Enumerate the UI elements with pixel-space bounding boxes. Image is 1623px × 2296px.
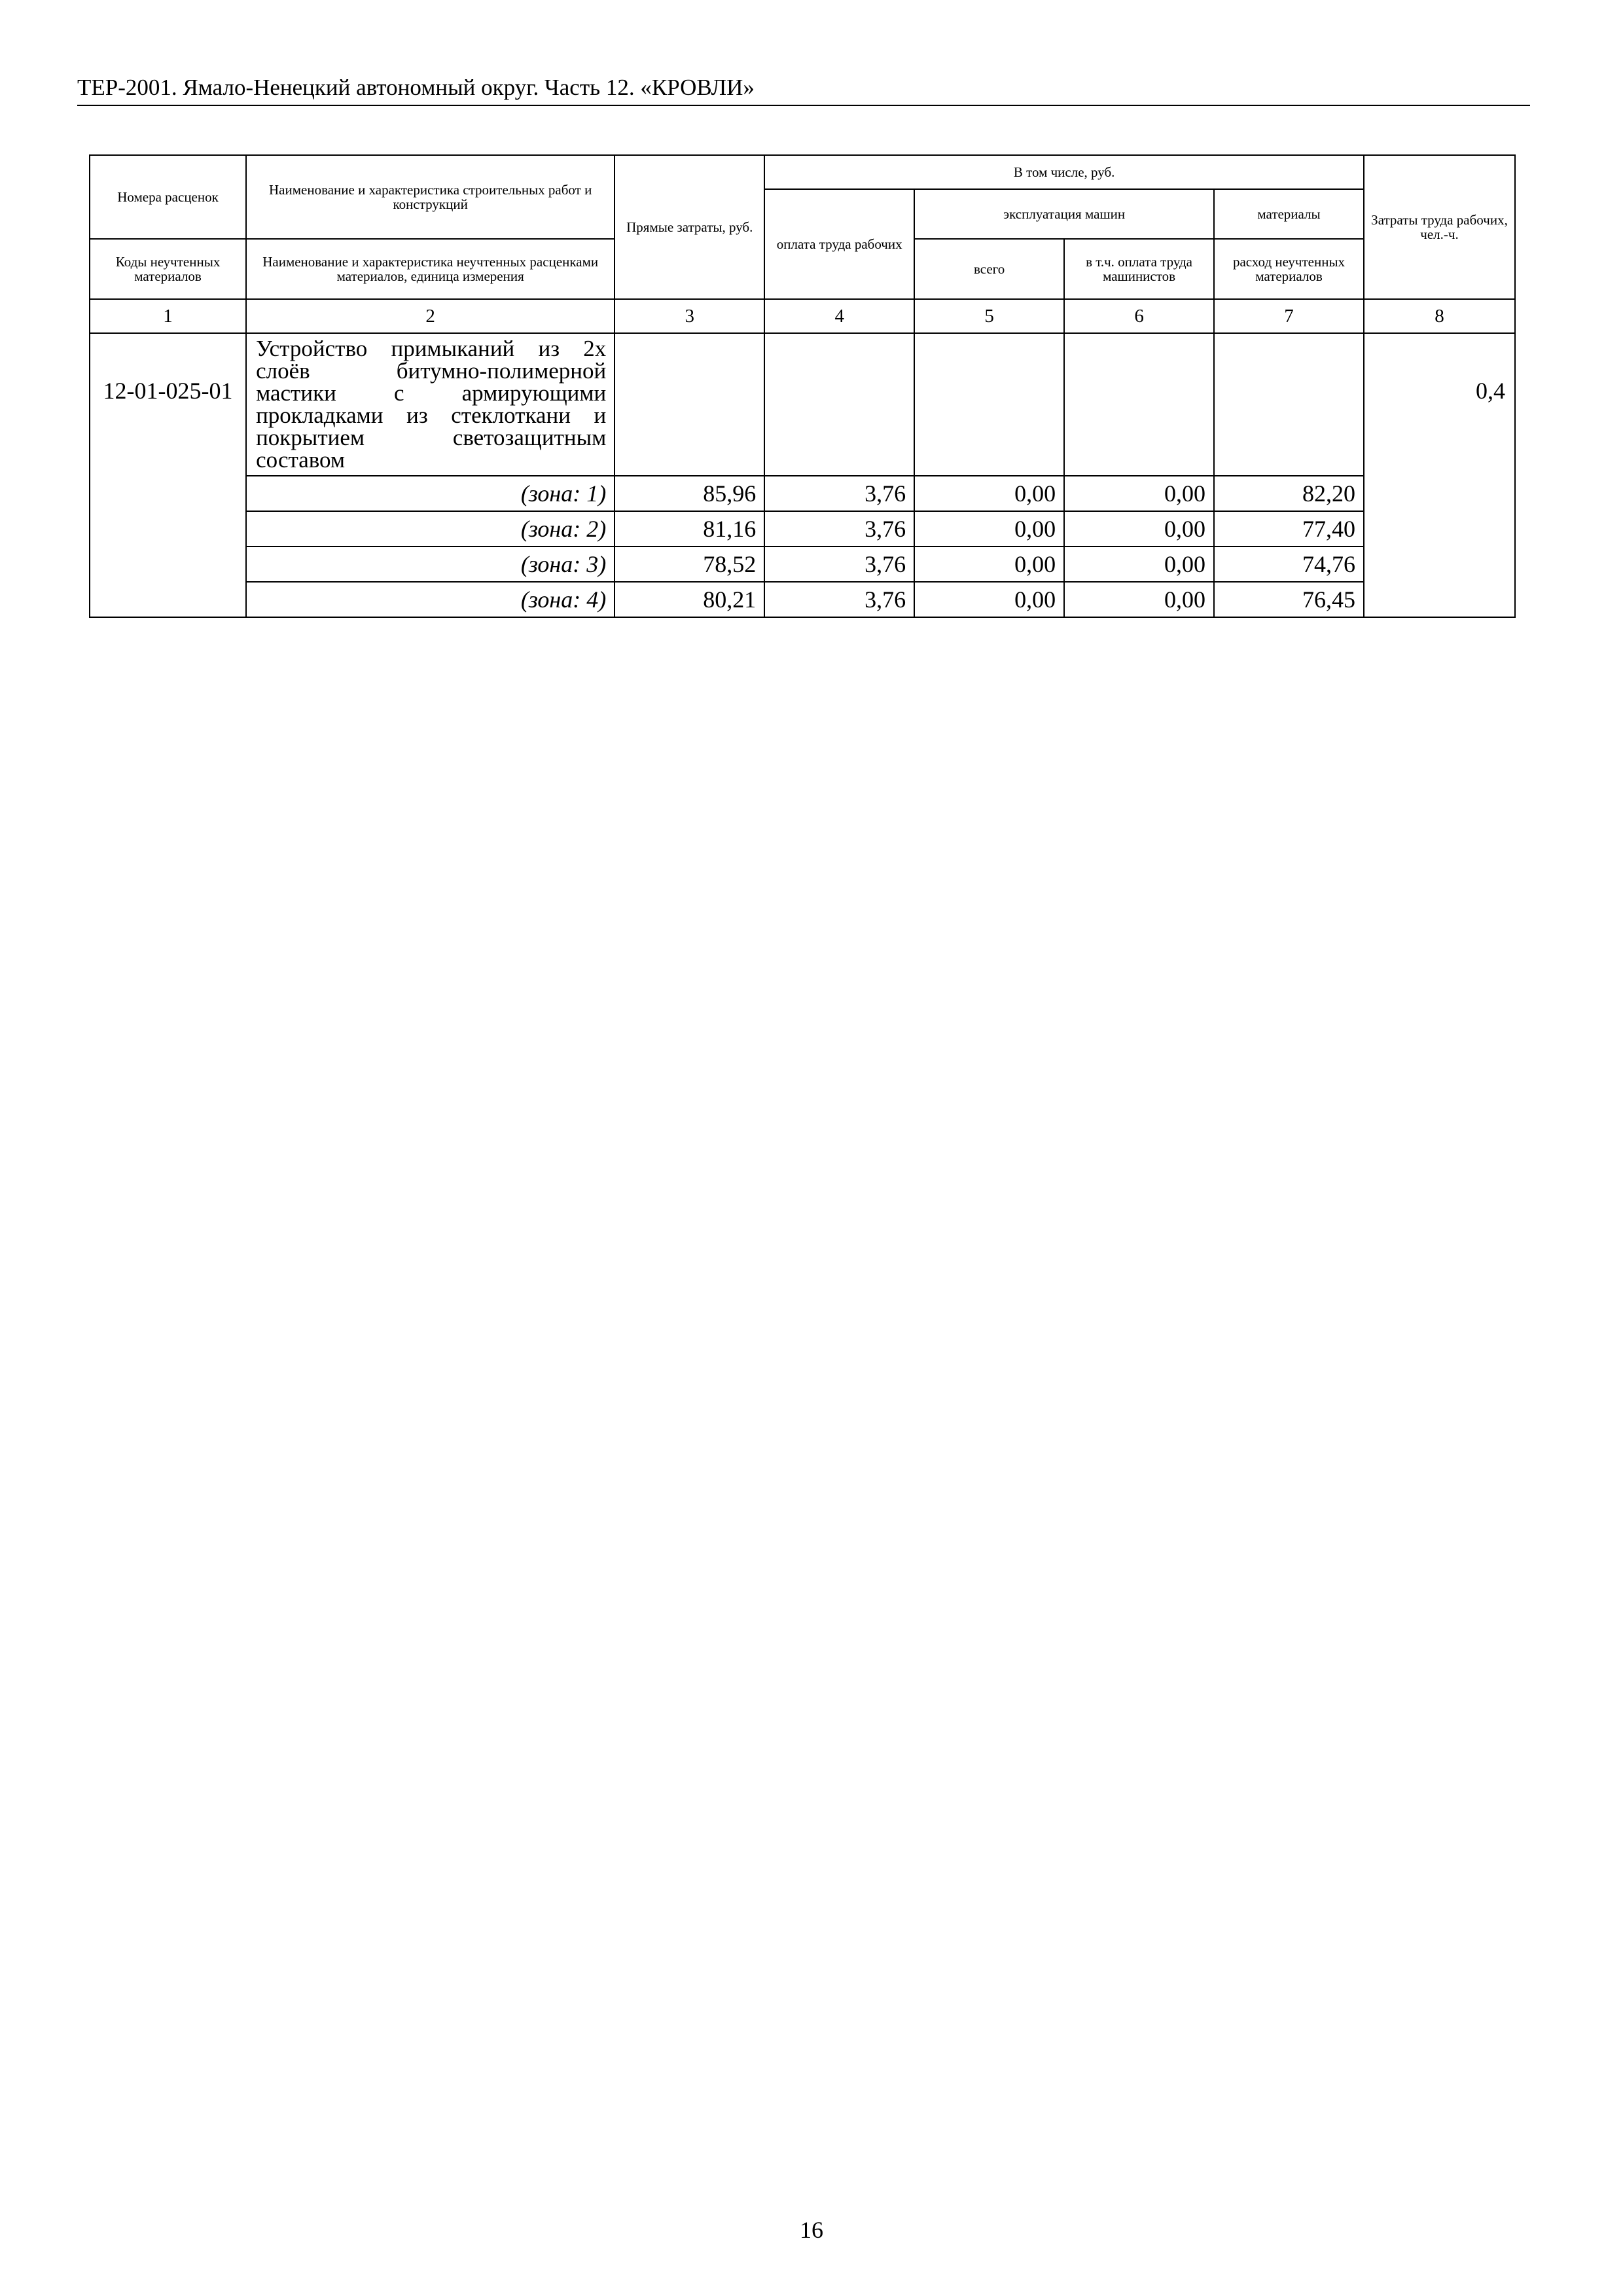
header-group-machines: эксплуатация машин — [914, 189, 1214, 239]
zone-label: (зона: 2) — [246, 511, 615, 547]
machine-costs: 0,00 — [914, 582, 1064, 617]
header-group-total: В том числе, руб. — [764, 155, 1364, 189]
running-head: ТЕР-2001. Ямало-Ненецкий автономный округ. Часть 12. «КРОВЛИ» — [77, 73, 1530, 106]
header-col5: всего — [914, 239, 1064, 299]
header-col3: Прямые затраты, руб. — [615, 155, 764, 299]
worker-wages: 3,76 — [764, 511, 914, 547]
work-description: Устройство примыканий из 2х слоёв битумно-полимерной мастики с армирующими прокладками из стеклоткани и покрытием светозащитным составом — [246, 333, 615, 476]
column-number: 2 — [246, 299, 615, 333]
rate-code: 12-01-025-01 — [90, 333, 246, 617]
column-number: 1 — [90, 299, 246, 333]
page-number: 16 — [800, 2217, 823, 2243]
zone-label: (зона: 4) — [246, 582, 615, 617]
machinist-wages: 0,00 — [1064, 476, 1214, 511]
header-col1-bottom: Коды неучтенных материалов — [90, 239, 246, 299]
machine-costs: 0,00 — [914, 547, 1064, 582]
column-number: 6 — [1064, 299, 1214, 333]
worker-wages: 3,76 — [764, 476, 914, 511]
rates-table — [89, 154, 1516, 618]
material-costs: 74,76 — [1214, 547, 1364, 582]
header-col4: оплата труда рабочих — [764, 189, 914, 299]
zone-label: (зона: 1) — [246, 476, 615, 511]
column-numbers-row — [90, 299, 1515, 333]
table-row — [90, 582, 1515, 617]
header-col8: Затраты труда рабочих, чел.-ч. — [1364, 155, 1515, 299]
labour-hours: 0,4 — [1364, 333, 1515, 617]
column-number: 4 — [764, 299, 914, 333]
column-number: 3 — [615, 299, 764, 333]
machine-costs: 0,00 — [914, 511, 1064, 547]
header-col2-bottom: Наименование и характеристика неучтенных расценками материалов, единица измерения — [246, 239, 615, 299]
direct-costs: 80,21 — [615, 582, 764, 617]
header-col6: в т.ч. оплата труда машинистов — [1064, 239, 1214, 299]
machinist-wages: 0,00 — [1064, 582, 1214, 617]
worker-wages: 3,76 — [764, 547, 914, 582]
machine-costs: 0,00 — [914, 476, 1064, 511]
column-number: 5 — [914, 299, 1064, 333]
direct-costs: 81,16 — [615, 511, 764, 547]
material-costs: 77,40 — [1214, 511, 1364, 547]
header-group-materials: материалы — [1214, 189, 1364, 239]
direct-costs: 85,96 — [615, 476, 764, 511]
column-number: 7 — [1214, 299, 1364, 333]
header-col2-top: Наименование и характеристика строительных работ и конструкций — [246, 155, 615, 239]
table-row — [90, 511, 1515, 547]
machinist-wages: 0,00 — [1064, 511, 1214, 547]
header-col1-top: Номера расценок — [90, 155, 246, 239]
worker-wages: 3,76 — [764, 582, 914, 617]
material-costs: 82,20 — [1214, 476, 1364, 511]
table-row — [90, 333, 1515, 476]
header-col7: расход неучтенных материалов — [1214, 239, 1364, 299]
machinist-wages: 0,00 — [1064, 547, 1214, 582]
direct-costs: 78,52 — [615, 547, 764, 582]
material-costs: 76,45 — [1214, 582, 1364, 617]
table-row — [90, 547, 1515, 582]
table-row — [90, 476, 1515, 511]
column-number: 8 — [1364, 299, 1515, 333]
zone-label: (зона: 3) — [246, 547, 615, 582]
